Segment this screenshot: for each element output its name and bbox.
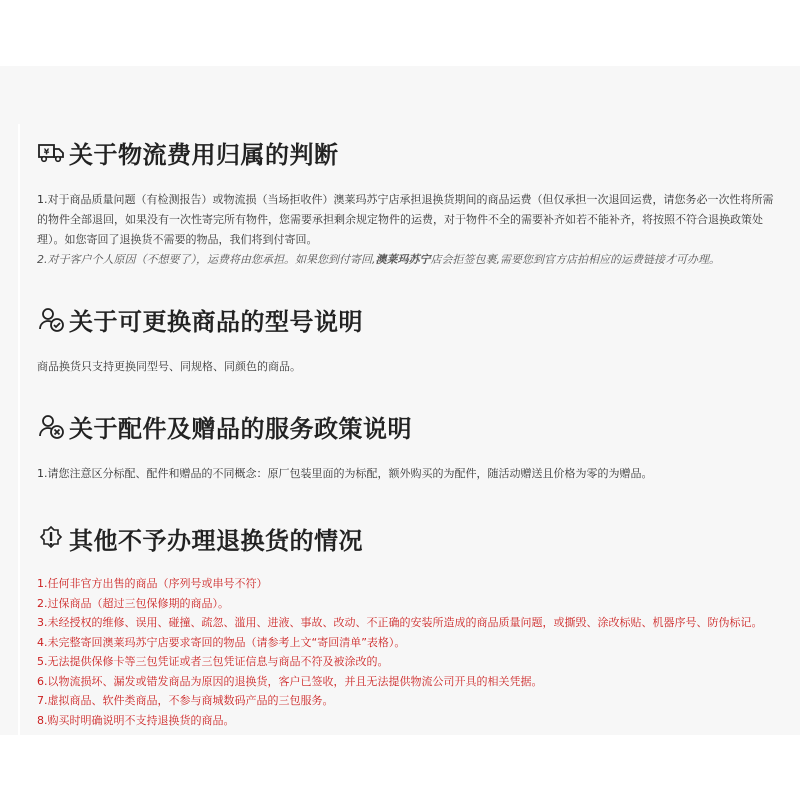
exclusion-list <box>37 574 777 730</box>
section-title: 其他不予办理退换货的情况 <box>69 526 363 555</box>
list-item: 2.过保商品（超过三包保修期的商品）。 <box>37 596 229 610</box>
left-divider <box>18 124 20 735</box>
section-header <box>37 522 777 554</box>
section-accessories <box>37 410 777 484</box>
section-header <box>37 410 777 442</box>
list-item: 1.任何非官方出售的商品（序列号或串号不符） <box>37 577 268 590</box>
top-margin <box>0 0 800 66</box>
section-body <box>37 357 777 377</box>
section-header <box>37 136 777 168</box>
paragraph: 1.对于商品质量问题（有检测报告）或物流损（当场拒收件）澳莱玛苏宁店承担退换货期间的商品运费（但仅承担一次退回运费，请您务必一次性将所需的物件全部退回，如果没有一次性寄完所有物件，您需要承担剩余规定物件的运费，对于物件不全的需要补齐如若不能补齐，将按照不符合退换政策处理）。如您寄回了退换货不需要的物品，我们将到付寄回。 <box>37 193 774 246</box>
section-title: 关于可更换商品的型号说明 <box>69 307 363 336</box>
store-name: 澳莱玛苏宁 <box>375 253 431 266</box>
section-header <box>37 303 777 335</box>
text-span: 店会拒签包裹,需要您到官方店拍相应的运费链接才可办理。 <box>430 253 720 266</box>
truck-yuan-icon <box>37 138 65 166</box>
section-body <box>37 464 777 484</box>
section-title: 关于物流费用归属的判断 <box>69 140 339 169</box>
section-non-returnable <box>37 522 777 730</box>
list-item: 5.无法提供保修卡等三包凭证或者三包凭证信息与商品不符及被涂改的。 <box>37 655 389 668</box>
svg-text:¥: ¥ <box>43 147 50 157</box>
paragraph <box>37 250 777 270</box>
list-item: 4.未完整寄回澳莱玛苏宁店要求寄回的物品（请参考上文“寄回清单”表格）。 <box>37 635 406 649</box>
exchange-check-icon <box>37 305 65 333</box>
accessory-cross-icon <box>37 412 65 440</box>
section-logistics-fee <box>37 136 777 270</box>
text-span: 2.对于客户个人原因（不想要了），运费将由您承担。如果您到付寄回, <box>37 253 376 266</box>
section-title: 关于配件及赠品的服务政策说明 <box>69 414 412 443</box>
bottom-margin <box>0 735 800 800</box>
paragraph: 1.请您注意区分标配、配件和赠品的不同概念：原厂包装里面的为标配，额外购买的为配件，随活动赠送且价格为零的为赠品。 <box>37 467 653 480</box>
section-exchange-model <box>37 303 777 377</box>
list-item: 8.购买时明确说明不支持退换货的商品。 <box>37 713 235 727</box>
list-item: 3.未经授权的维修、误用、碰撞、疏忽、滥用、进液、事故、改动、不正确的安装所造成的商品质量问题，或撕毁、涂改标贴、机器序号、防伪标记。 <box>37 616 763 629</box>
section-body <box>37 190 777 270</box>
list-item: 7.虚拟商品、软件类商品，不参与商城数码产品的三包服务。 <box>37 694 334 707</box>
paragraph: 商品换货只支持更换同型号、同规格、同颜色的商品。 <box>37 360 301 373</box>
warning-gear-icon <box>37 524 65 552</box>
list-item: 6.以物流损坏、漏发或错发商品为原因的退换货，客户已签收，并且无法提供物流公司开具的相关凭据。 <box>37 674 543 688</box>
